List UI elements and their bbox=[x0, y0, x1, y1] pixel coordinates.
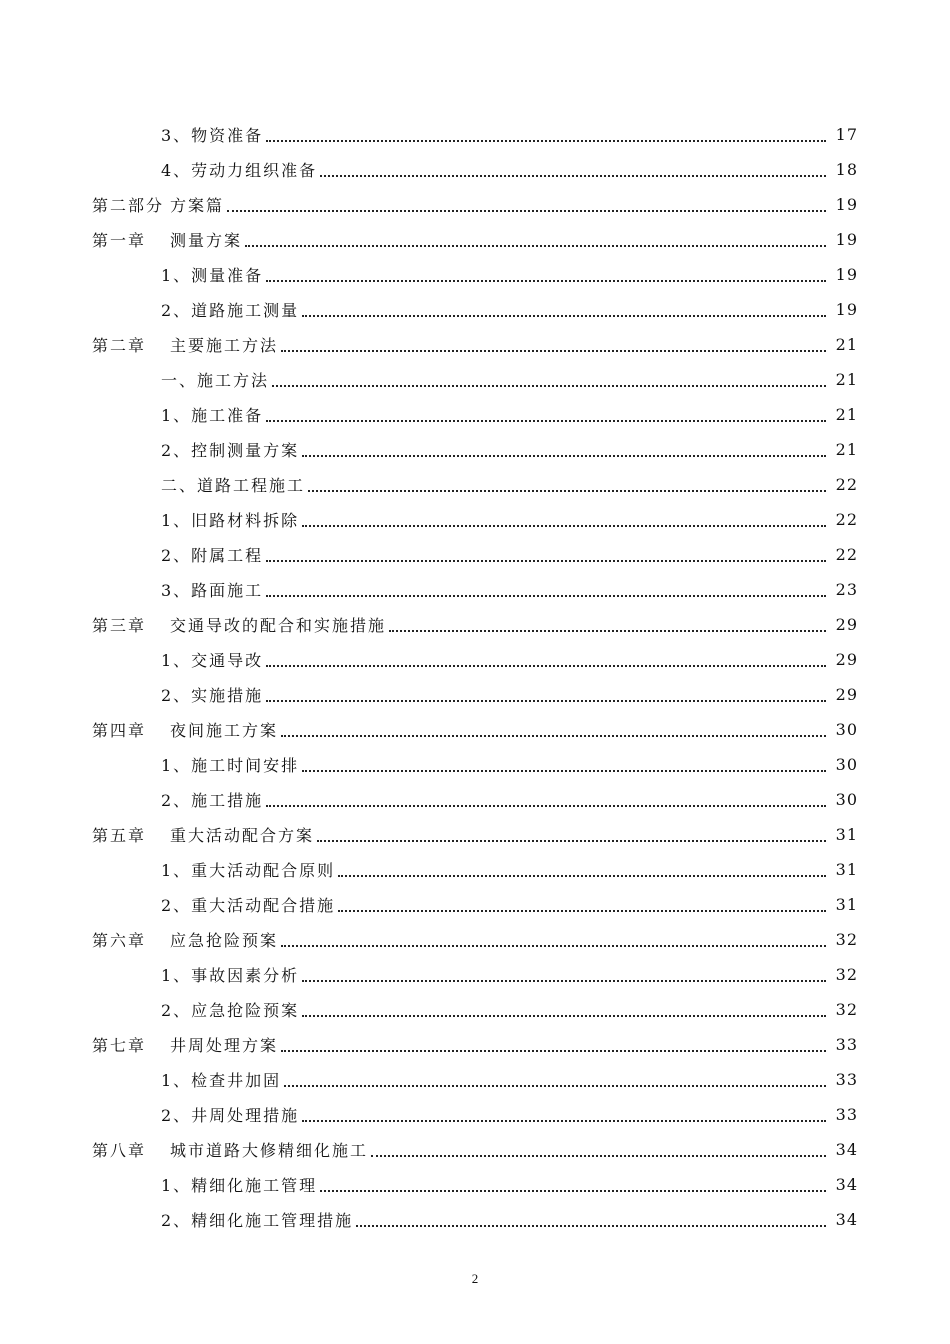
toc-entry-label bbox=[161, 263, 263, 286]
toc-entry[interactable] bbox=[0, 432, 950, 467]
toc-entry[interactable] bbox=[0, 572, 950, 607]
toc-page-number: 22 bbox=[835, 475, 858, 494]
toc-entry[interactable] bbox=[0, 537, 950, 572]
toc-entry-label bbox=[92, 1033, 278, 1056]
toc-entry[interactable] bbox=[0, 152, 950, 187]
toc-entry-title: 3、路面施工 bbox=[161, 581, 264, 600]
toc-entry-title: 3、物资准备 bbox=[161, 126, 264, 145]
toc-chapter-number: 第三章 bbox=[92, 616, 147, 635]
dot-leader bbox=[320, 175, 826, 177]
toc-entry[interactable] bbox=[0, 292, 950, 327]
toc-page-number: 29 bbox=[835, 685, 858, 704]
toc-entry-title: 2、实施措施 bbox=[161, 686, 264, 705]
toc-entry-title: 1、重大活动配合原则 bbox=[161, 861, 336, 880]
dot-leader bbox=[266, 560, 826, 562]
toc-entry-title: 2、附属工程 bbox=[161, 546, 264, 565]
toc-entry[interactable] bbox=[0, 117, 950, 152]
toc-entry-label bbox=[161, 893, 335, 916]
dot-leader bbox=[338, 910, 826, 912]
toc-page-number: 30 bbox=[835, 790, 858, 809]
toc-entry[interactable] bbox=[0, 782, 950, 817]
toc-page-number: 33 bbox=[835, 1070, 858, 1089]
toc-entry[interactable] bbox=[0, 922, 950, 957]
toc-entry-label bbox=[161, 648, 263, 671]
toc-page-number: 19 bbox=[835, 230, 858, 249]
toc-entry-label bbox=[161, 368, 269, 391]
toc-entry-title: 2、精细化施工管理措施 bbox=[161, 1211, 354, 1230]
toc-entry-title: 1、施工准备 bbox=[161, 406, 264, 425]
toc-entry-label bbox=[161, 508, 299, 531]
dot-leader bbox=[302, 980, 826, 982]
toc-entry-label bbox=[92, 1138, 368, 1161]
toc-entry-title: 二、道路工程施工 bbox=[161, 476, 306, 495]
toc-page-number: 29 bbox=[835, 615, 858, 634]
toc-entry-label bbox=[161, 543, 263, 566]
toc-chapter-number: 第一章 bbox=[92, 231, 147, 250]
toc-entry-title: 2、井周处理措施 bbox=[161, 1106, 300, 1125]
toc-entry[interactable] bbox=[0, 747, 950, 782]
toc-entry-title: 重大活动配合方案 bbox=[170, 826, 315, 845]
dot-leader bbox=[302, 525, 826, 527]
toc-entry-label bbox=[161, 753, 299, 776]
toc-entry-label bbox=[92, 333, 278, 356]
toc-entry-label bbox=[92, 928, 278, 951]
toc-entry[interactable] bbox=[0, 1027, 950, 1062]
toc-entry[interactable] bbox=[0, 1202, 950, 1237]
toc-chapter-number: 第八章 bbox=[92, 1141, 147, 1160]
toc-entry-label bbox=[161, 1208, 353, 1231]
toc-entry[interactable] bbox=[0, 852, 950, 887]
toc-entry-label bbox=[161, 998, 299, 1021]
toc-chapter-number: 第四章 bbox=[92, 721, 147, 740]
toc-page-number: 23 bbox=[835, 580, 858, 599]
toc-entry[interactable] bbox=[0, 397, 950, 432]
dot-leader bbox=[389, 630, 826, 632]
toc-page-number: 19 bbox=[835, 195, 858, 214]
dot-leader bbox=[281, 1050, 826, 1052]
toc-entry[interactable] bbox=[0, 1062, 950, 1097]
toc-entry[interactable] bbox=[0, 1167, 950, 1202]
dot-leader bbox=[302, 1120, 826, 1122]
toc-entry-title: 1、测量准备 bbox=[161, 266, 264, 285]
toc-entry-title: 1、事故因素分析 bbox=[161, 966, 300, 985]
toc-entry[interactable] bbox=[0, 957, 950, 992]
toc-entry-label bbox=[161, 403, 263, 426]
toc-entry-label bbox=[92, 718, 278, 741]
toc-entry[interactable] bbox=[0, 187, 950, 222]
toc-entry[interactable] bbox=[0, 642, 950, 677]
toc-entry-label bbox=[161, 123, 263, 146]
toc-entry-label bbox=[161, 1103, 299, 1126]
toc-entry-title: 夜间施工方案 bbox=[170, 721, 279, 740]
toc-entry[interactable] bbox=[0, 992, 950, 1027]
toc-entry[interactable] bbox=[0, 1097, 950, 1132]
toc-page-number: 32 bbox=[835, 1000, 858, 1019]
dot-leader bbox=[266, 140, 826, 142]
toc-entry-title: 1、旧路材料拆除 bbox=[161, 511, 300, 530]
dot-leader bbox=[266, 595, 826, 597]
toc-entry-title: 2、道路施工测量 bbox=[161, 301, 300, 320]
toc-page-number: 34 bbox=[835, 1175, 858, 1194]
toc-entry-label bbox=[92, 228, 242, 251]
toc-entry-title: 2、应急抢险预案 bbox=[161, 1001, 300, 1020]
dot-leader bbox=[281, 350, 826, 352]
toc-entry-label bbox=[161, 788, 263, 811]
toc-chapter-number: 第六章 bbox=[92, 931, 147, 950]
dot-leader bbox=[338, 875, 826, 877]
toc-entry-title: 2、控制测量方案 bbox=[161, 441, 300, 460]
toc-page-number: 21 bbox=[835, 440, 858, 459]
toc-entry[interactable] bbox=[0, 712, 950, 747]
toc-page-number: 17 bbox=[835, 125, 858, 144]
toc-page-number: 33 bbox=[835, 1035, 858, 1054]
dot-leader bbox=[356, 1225, 826, 1227]
toc-page-number: 32 bbox=[835, 965, 858, 984]
toc-entry-title: 城市道路大修精细化施工 bbox=[170, 1141, 369, 1160]
toc-entry-label bbox=[161, 683, 263, 706]
toc-entry-label bbox=[161, 438, 299, 461]
toc-entry[interactable] bbox=[0, 257, 950, 292]
toc-entry[interactable] bbox=[0, 1132, 950, 1167]
toc-entry-label bbox=[161, 1068, 281, 1091]
dot-leader bbox=[308, 490, 826, 492]
dot-leader bbox=[371, 1155, 826, 1157]
dot-leader bbox=[302, 770, 826, 772]
toc-chapter-number: 第七章 bbox=[92, 1036, 147, 1055]
toc-entry[interactable] bbox=[0, 467, 950, 502]
dot-leader bbox=[245, 245, 826, 247]
toc-entry-label bbox=[161, 963, 299, 986]
toc-entry-label bbox=[161, 298, 299, 321]
toc-page-number: 21 bbox=[835, 405, 858, 424]
toc-chapter-number: 第五章 bbox=[92, 826, 147, 845]
toc-page-number: 31 bbox=[835, 860, 858, 879]
toc-entry-title: 方案篇 bbox=[170, 196, 225, 215]
dot-leader bbox=[302, 315, 826, 317]
dot-leader bbox=[320, 1190, 826, 1192]
dot-leader bbox=[302, 455, 826, 457]
toc-entry[interactable] bbox=[0, 607, 950, 642]
toc-entry[interactable] bbox=[0, 362, 950, 397]
toc-entry[interactable] bbox=[0, 677, 950, 712]
toc-entry-title: 1、交通导改 bbox=[161, 651, 264, 670]
table-of-contents bbox=[0, 117, 950, 1237]
toc-page-number: 19 bbox=[835, 265, 858, 284]
toc-entry-label bbox=[161, 158, 317, 181]
toc-entry-label bbox=[161, 1173, 317, 1196]
toc-page-number: 31 bbox=[835, 825, 858, 844]
dot-leader bbox=[266, 665, 826, 667]
toc-entry-label bbox=[161, 858, 335, 881]
dot-leader bbox=[317, 840, 826, 842]
page-number: 2 bbox=[471, 1271, 479, 1286]
dot-leader bbox=[302, 1015, 826, 1017]
toc-entry-title: 1、检查井加固 bbox=[161, 1071, 282, 1090]
dot-leader bbox=[266, 700, 826, 702]
toc-entry-label bbox=[161, 473, 305, 496]
toc-chapter-number: 第二章 bbox=[92, 336, 147, 355]
toc-entry-label bbox=[92, 823, 314, 846]
toc-entry[interactable] bbox=[0, 502, 950, 537]
toc-chapter-number: 第二部分 bbox=[92, 196, 165, 215]
toc-page-number: 34 bbox=[835, 1210, 858, 1229]
dot-leader bbox=[281, 945, 826, 947]
toc-entry[interactable] bbox=[0, 222, 950, 257]
toc-entry-title: 2、重大活动配合措施 bbox=[161, 896, 336, 915]
toc-entry-title: 1、精细化施工管理 bbox=[161, 1176, 318, 1195]
dot-leader bbox=[227, 210, 826, 212]
toc-page-number: 30 bbox=[835, 755, 858, 774]
toc-entry-title: 1、施工时间安排 bbox=[161, 756, 300, 775]
dot-leader bbox=[266, 805, 826, 807]
dot-leader bbox=[266, 280, 826, 282]
toc-page-number: 22 bbox=[835, 545, 858, 564]
toc-page-number: 32 bbox=[835, 930, 858, 949]
toc-entry-title: 一、施工方法 bbox=[161, 371, 270, 390]
toc-entry-label bbox=[92, 613, 386, 636]
toc-entry-title: 交通导改的配合和实施措施 bbox=[170, 616, 387, 635]
toc-entry-title: 4、劳动力组织准备 bbox=[161, 161, 318, 180]
toc-entry-title: 井周处理方案 bbox=[170, 1036, 279, 1055]
toc-page-number: 18 bbox=[835, 160, 858, 179]
toc-page-number: 21 bbox=[835, 370, 858, 389]
dot-leader bbox=[272, 385, 826, 387]
toc-entry-title: 主要施工方法 bbox=[170, 336, 279, 355]
toc-page-number: 21 bbox=[835, 335, 858, 354]
toc-page-number: 34 bbox=[835, 1140, 858, 1159]
toc-entry-title: 2、施工措施 bbox=[161, 791, 264, 810]
toc-page-number: 29 bbox=[835, 650, 858, 669]
dot-leader bbox=[284, 1085, 826, 1087]
toc-page-number: 33 bbox=[835, 1105, 858, 1124]
toc-entry-label bbox=[161, 578, 263, 601]
toc-entry[interactable] bbox=[0, 887, 950, 922]
toc-entry-title: 应急抢险预案 bbox=[170, 931, 279, 950]
dot-leader bbox=[266, 420, 826, 422]
toc-entry-title: 测量方案 bbox=[170, 231, 243, 250]
toc-entry[interactable] bbox=[0, 817, 950, 852]
dot-leader bbox=[281, 735, 826, 737]
toc-entry-label bbox=[92, 193, 224, 216]
toc-page-number: 31 bbox=[835, 895, 858, 914]
toc-page-number: 22 bbox=[835, 510, 858, 529]
toc-entry[interactable] bbox=[0, 327, 950, 362]
toc-page-number: 19 bbox=[835, 300, 858, 319]
toc-page-number: 30 bbox=[835, 720, 858, 739]
